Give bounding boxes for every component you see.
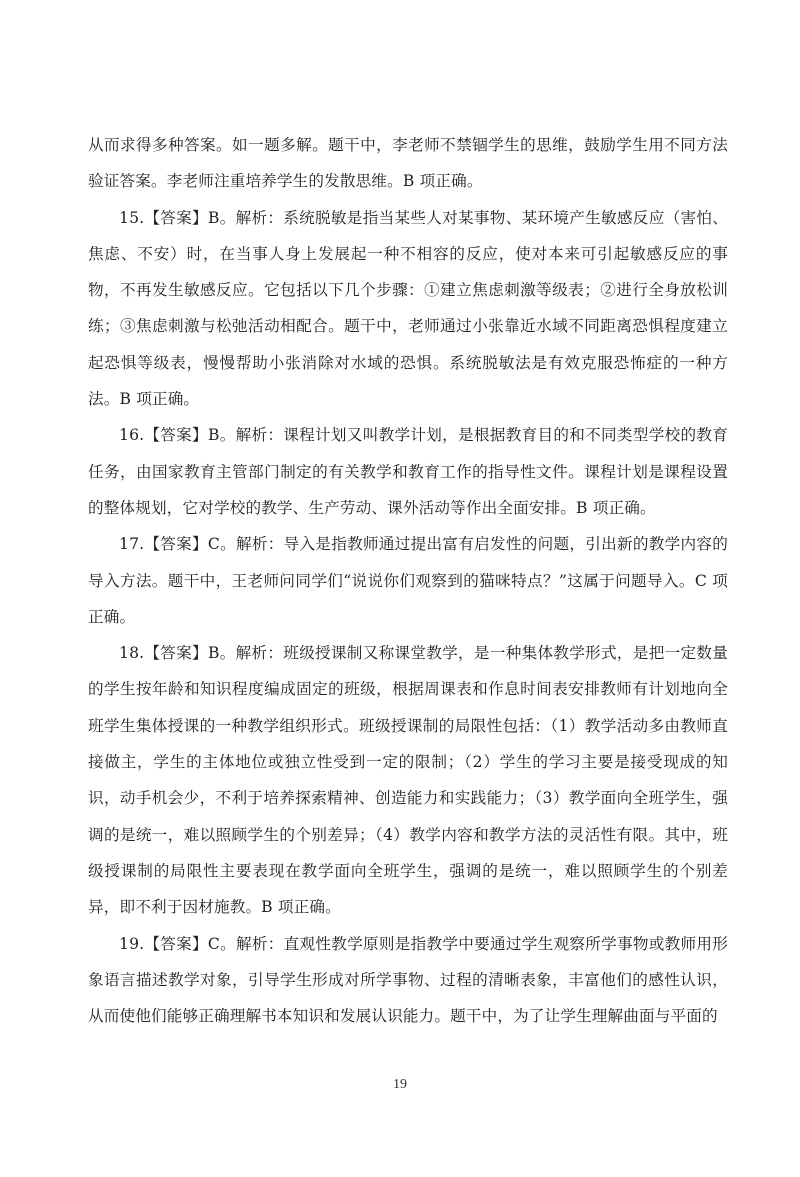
paragraph-continuation: 从而求得多种答案。如一题多解。题干中，李老师不禁锢学生的思维，鼓励学生用不同方法验证答案。李老师注重培养学生的发散思维。B 项正确。: [88, 136, 728, 191]
page-body: [88, 127, 728, 1034]
answer-paragraph-16: 16.【答案】B。解析：课程计划又叫教学计划，是根据教育目的和不同类型学校的教育任务，由国家教育主管部门制定的有关教学和教育工作的指导性文件。课程计划是课程设置的整体规划，它对学校的教学、生产劳动、课外活动等作出全面安排。B 项正确。: [88, 426, 728, 517]
answer-paragraph-18: 18.【答案】B。解析：班级授课制又称课堂教学，是一种集体教学形式，是把一定数量的学生按年龄和知识程度编成固定的班级，根据周课表和作息时间表安排教师有计划地向全班学生集体授课的一种教学组织形式。班级授课制的局限性包括：（1）教学活动多由教师直接做主，学生的主体地位或独立性受到一定的限制；（2）学生的学习主要是接受现成的知识，动手机会少，不利于培养探索精神、创造能力和实践能力；（3）教学面向全班学生，强调的是统一，难以照顾学生的个别差异；（4）教学内容和教学方法的灵活性有限。其中，班级授课制的局限性主要表现在教学面向全班学生，强调的是统一，难以照顾学生的个别差异，即不利于因材施教。B 项正确。: [88, 644, 728, 917]
page-number: 19: [393, 1077, 407, 1092]
answer-paragraph-17: 17.【答案】C。解析：导入是指教师通过提出富有启发性的问题，引出新的教学内容的导入方法。题干中，王老师问同学们“说说你们观察到的猫咪特点？”这属于问题导入。C 项正确。: [88, 535, 728, 626]
answer-paragraph-19: 19.【答案】C。解析：直观性教学原则是指教学中要通过学生观察所学事物或教师用形象语言描述教学对象，引导学生形成对所学事物、过程的清晰表象，丰富他们的感性认识，从而使他们能够正确理解书本知识和发展认识能力。题干中，为了让学生理解曲面与平面的: [88, 934, 728, 1026]
answer-paragraph-15: 15.【答案】B。解析：系统脱敏是指当某些人对某事物、某环境产生敏感反应（害怕、焦虑、不安）时，在当事人身上发展起一种不相容的反应，使对本来可引起敏感反应的事物，不再发生敏感反应。它包括以下几个步骤：①建立焦虑刺激等级表；②进行全身放松训练；③焦虑刺激与松弛活动相配合。题干中，老师通过小张靠近水域不同距离恐惧程度建立起恐惧等级表，慢慢帮助小张消除对水域的恐惧。系统脱敏法是有效克服恐怖症的一种方法。B 项正确。: [88, 208, 728, 409]
